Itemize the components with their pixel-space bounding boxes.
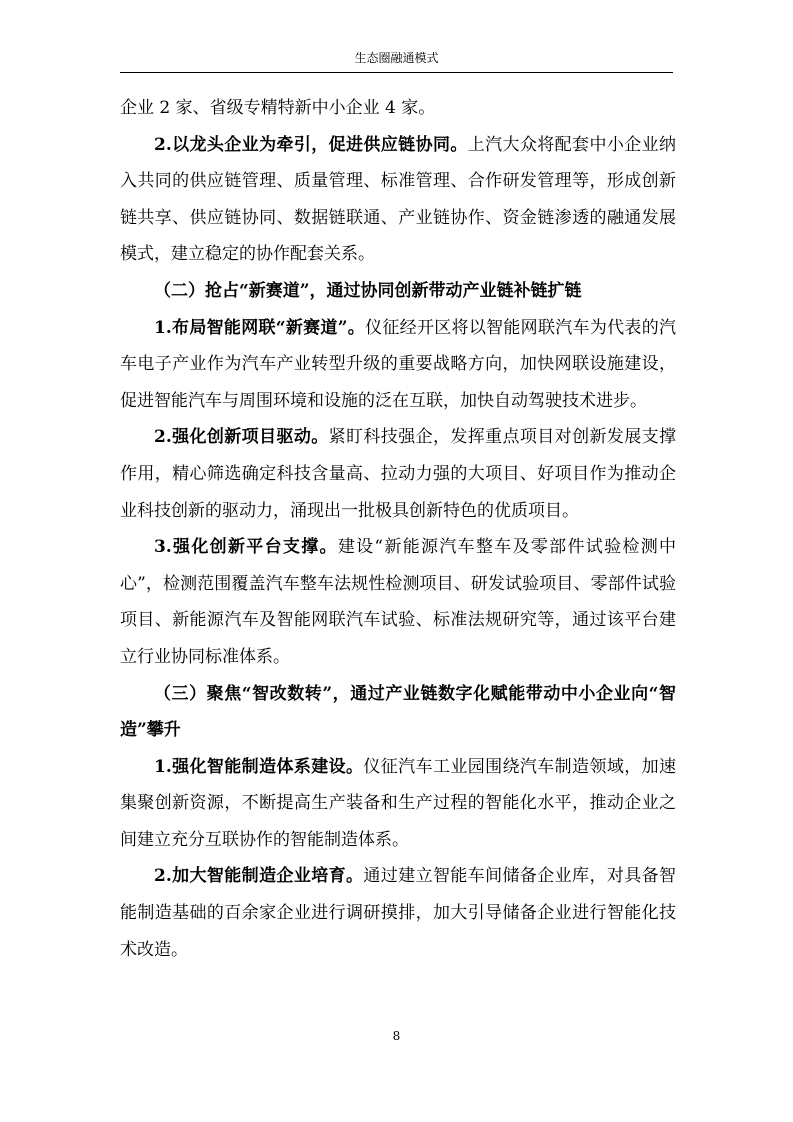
paragraph-lead: 1.强化智能制造体系建设。 bbox=[154, 756, 364, 777]
section-heading-2: （二）抢占“新赛道”，通过协同创新带动产业链补链扩链 bbox=[154, 280, 582, 301]
header-divider bbox=[120, 72, 673, 73]
paragraph-lead: 1.布局智能网联“新赛道”。 bbox=[154, 317, 366, 338]
page-header-title: 生态圈融通模式 bbox=[354, 51, 439, 65]
paragraph-continuation: 企业 2 家、省级专精特新中小企业 4 家。 bbox=[120, 98, 436, 118]
paragraph-lead: 2.以龙头企业为牵引，促进供应链协同。 bbox=[154, 134, 468, 155]
document-body bbox=[120, 90, 676, 968]
paragraph-text: 仪征汽车工业园围绕汽车制造领域，加速集聚创新资源，不断提高生产装备和生产过程的智能化水平，推动企业之间建立充分互联协作的智能制造体系。 bbox=[120, 756, 677, 850]
section-heading-3: （三）聚焦“智改数转”，通过产业链数字化赋能带动中小企业向“智造”攀升 bbox=[120, 683, 676, 741]
page-number: 8 bbox=[392, 1029, 401, 1043]
paragraph-smart-manufacturing-cultivation bbox=[120, 858, 676, 968]
paragraph-smart-connected bbox=[120, 310, 676, 420]
paragraph-text: 上汽大众将配套中小企业纳入共同的供应链管理、质量管理、标准管理、合作研发管理等，形成创新链共享、供应链协同、数据链联通、产业链协作、资金链渗透的融通发展模式，建立稳定的协作配套关系。 bbox=[120, 134, 677, 265]
paragraph-innovation-platform bbox=[120, 529, 676, 675]
paragraph-text: 仪征经开区将以智能网联汽车为代表的汽车电子产业作为汽车产业转型升级的重要战略方向，加快网联设施建设，促进智能汽车与周围环境和设施的泛在互联，加快自动驾驶技术进步。 bbox=[120, 317, 677, 411]
paragraph-supply-chain bbox=[120, 127, 676, 273]
paragraph-lead: 3.强化创新平台支撑。 bbox=[154, 537, 338, 558]
paragraph-text: 紧盯科技强企，发挥重点项目对创新发展支撑作用，精心筛选确定科技含量高、拉动力强的大项目、好项目作为推动企业科技创新的驱动力，涌现出一批极具创新特色的优质项目。 bbox=[120, 427, 677, 521]
paragraph-lead: 2.加大智能制造企业培育。 bbox=[154, 866, 364, 887]
paragraph-text: 建设“新能源汽车整车及零部件试验检测中心”，检测范围覆盖汽车整车法规性检测项目、研发试验项目、零部件试验项目、新能源汽车及智能网联汽车试验、标准法规研究等，通过该平台建立行业协同标准体系。 bbox=[120, 537, 676, 667]
paragraph-smart-manufacturing-system bbox=[120, 749, 676, 859]
paragraph-lead: 2.强化创新项目驱动。 bbox=[154, 427, 329, 448]
paragraph-innovation-projects bbox=[120, 419, 676, 529]
paragraph-text: 通过建立智能车间储备企业库，对具备智能制造基础的百余家企业进行调研摸排，加大引导储备企业进行智能化技术改造。 bbox=[120, 866, 677, 960]
